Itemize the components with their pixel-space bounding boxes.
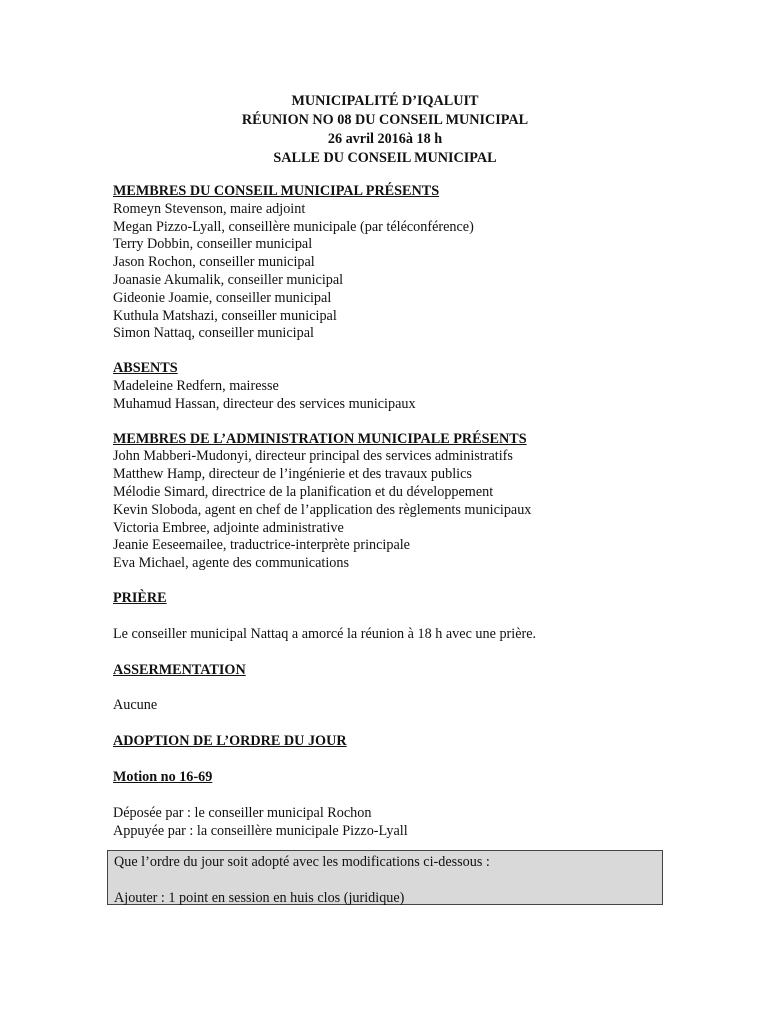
list-item: Kevin Sloboda, agent en chef de l’application des règlements municipaux: [113, 501, 532, 518]
list-item: Joanasie Akumalik, conseiller municipal: [113, 271, 344, 288]
motion-moved-by: Déposée par : le conseiller municipal Rochon: [113, 804, 372, 821]
list-item: Eva Michael, agente des communications: [113, 555, 349, 572]
list-item: Mélodie Simard, directrice de la planification et du développement: [113, 483, 494, 500]
adoption-title: ADOPTION DE L’ORDRE DU JOUR: [113, 733, 347, 750]
list-item: Simon Nattaq, conseiller municipal: [113, 325, 314, 342]
document-header: [0, 92, 770, 168]
priere-text: Le conseiller municipal Nattaq a amorcé la réunion à 18 h avec une prière.: [113, 625, 537, 642]
list-item: Kuthula Matshazi, conseiller municipal: [113, 307, 337, 324]
header-location: SALLE DU CONSEIL MUNICIPAL: [273, 150, 497, 166]
document-body: [113, 183, 673, 905]
list-item: Romeyn Stevenson, maire adjoint: [113, 200, 306, 217]
list-item: Victoria Embree, adjointe administrative: [113, 519, 344, 536]
absents-list: [113, 378, 673, 414]
list-item: Megan Pizzo-Lyall, conseillère municipale (par téléconférence): [113, 218, 474, 235]
list-item: Muhamud Hassan, directeur des services municipaux: [113, 395, 416, 412]
assermentation-text: Aucune: [113, 697, 158, 714]
motion-seconded-by: Appuyée par : la conseillère municipale Pizzo-Lyall: [113, 822, 408, 839]
motion-resolution-text: Que l’ordre du jour soit adopté avec les modifications ci-dessous :: [114, 854, 490, 871]
priere-title: PRIÈRE: [113, 589, 167, 606]
admin-present-title: MEMBRES DE L’ADMINISTRATION MUNICIPALE PRÉSENTS: [113, 430, 527, 447]
list-item: Madeleine Redfern, mairesse: [113, 377, 279, 394]
list-item: Gideonie Joamie, conseiller municipal: [113, 289, 332, 306]
assermentation-title: ASSERMENTATION: [113, 661, 246, 678]
header-municipality: MUNICIPALITÉ D’IQALUIT: [291, 93, 479, 109]
list-item: John Mabberi-Mudonyi, directeur principal des services administratifs: [113, 448, 513, 465]
council-present-list: [113, 201, 673, 343]
absents-title: ABSENTS: [113, 360, 178, 377]
list-item: Jason Rochon, conseiller municipal: [113, 254, 315, 271]
motion-title: Motion no 16-69: [113, 768, 213, 785]
list-item: Matthew Hamp, directeur de l’ingénierie et des travaux publics: [113, 466, 472, 483]
admin-present-list: [113, 448, 673, 573]
motion-resolution-box: [107, 850, 663, 905]
council-present-title: MEMBRES DU CONSEIL MUNICIPAL PRÉSENTS: [113, 183, 440, 199]
header-date: 26 avril 2016à 18 h: [327, 131, 443, 147]
motion-amendment-text: Ajouter : 1 point en session en huis clos (juridique): [114, 890, 405, 907]
header-meeting: RÉUNION NO 08 DU CONSEIL MUNICIPAL: [241, 112, 529, 128]
list-item: Terry Dobbin, conseiller municipal: [113, 236, 313, 253]
list-item: Jeanie Eeseemailee, traductrice-interprète principale: [113, 537, 410, 554]
